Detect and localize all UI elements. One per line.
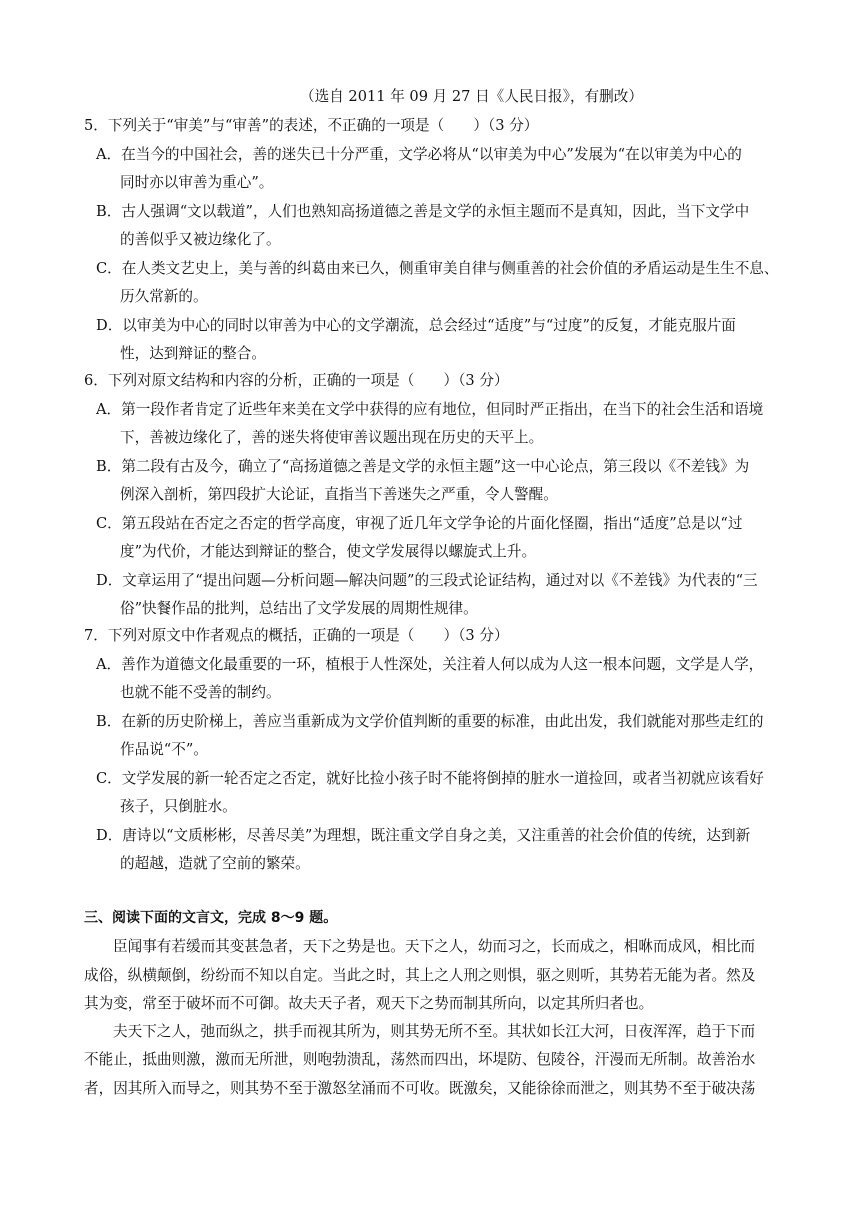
- q5-option-c-cont: 历久常新的。: [120, 288, 208, 305]
- section-3-heading: 三、阅读下面的文言文，完成 8～9 题。: [84, 910, 338, 926]
- question-5-stem: 5．下列关于“审美”与“审善”的表述，不正确的一项是（ ）（3 分）: [84, 117, 539, 134]
- q6-option-a-cont: 下，善被边缘化了，善的迷失将使审善议题出现在历史的天平上。: [120, 429, 544, 446]
- q5-option-b: B．古人强调“文以载道”，人们也熟知高扬道德之善是文学的永恒主题而不是真知，因此，当下文学中: [96, 203, 750, 220]
- q6-option-c-cont: 度”为代价，才能达到辩证的整合，使文学发展得以螺旋式上升。: [120, 543, 537, 560]
- question-6-stem: 6．下列对原文结构和内容的分析，正确的一项是（ ）（3 分）: [84, 372, 509, 389]
- passage-paragraph-2-line: 不能止，抵曲则激，激而无所泄，则咆勃溃乱，荡然而四出，坏堤防、包陵谷，汗漫而无所制。故善治水: [84, 1051, 756, 1068]
- q6-option-a: A．第一段作者肯定了近些年来美在文学中获得的应有地位，但同时严正指出，在当下的社会生活和语境: [96, 401, 764, 418]
- q7-option-c-cont: 孩子，只倒脏水。: [120, 798, 237, 815]
- passage-paragraph-2-line: 者，因其所入而导之，则其势不至于激怒坌涌而不可收。既激矣，又能徐徐而泄之，则其势不至于破决荡: [84, 1080, 756, 1097]
- question-7-stem: 7．下列对原文中作者观点的概括，正确的一项是（ ）（3 分）: [84, 627, 509, 644]
- q6-option-d-cont: 俗”快餐作品的批判，总结出了文学发展的周期性规律。: [120, 600, 478, 617]
- q6-option-b-cont: 例深入剖析，第四段扩大论证，直指当下善迷失之严重，令人警醒。: [120, 486, 558, 503]
- passage-paragraph-1-line: 其为变，常至于破坏而不可御。故夫天子者，观天下之势而制其所向，以定其所归者也。: [84, 995, 654, 1012]
- q5-option-d-cont: 性，达到辩证的整合。: [120, 345, 266, 362]
- q7-option-a: A．善作为道德文化最重要的一环，植根于人性深处，关注着人何以成为人这一根本问题，文学是人学，: [96, 656, 764, 673]
- q7-option-d: D．唐诗以“文质彬彬，尽善尽美”为理想，既注重文学自身之美，又注重善的社会价值的传统，达到新: [96, 827, 751, 844]
- q7-option-d-cont: 的超越，造就了空前的繁荣。: [120, 855, 310, 872]
- q6-option-b: B．第二段有古及今，确立了“高扬道德之善是文学的永恒主题”这一中心论点，第三段以《不差钱》为: [96, 458, 750, 475]
- q6-option-d: D．文章运用了“提出问题—分析问题—解决问题”的三段式论证结构，通过对以《不差钱》为代表的“三: [96, 572, 758, 589]
- q7-option-b-cont: 作品说“不”。: [120, 741, 208, 758]
- q6-option-c: C．第五段站在否定之否定的哲学高度，审视了近几年文学争论的片面化怪圈，指出“适度”总是以“过: [96, 515, 743, 532]
- q7-option-c: C．文学发展的新一轮否定之否定，就好比捡小孩子时不能将倒掉的脏水一道捡回，或者当初就应该看好: [96, 770, 764, 787]
- q5-option-c: C．在人类文艺史上，美与善的纠葛由来已久，侧重审美自律与侧重善的社会价值的矛盾运动是生生不息、: [96, 260, 779, 277]
- q5-option-d: D．以审美为中心的同时以审善为中心的文学潮流，总会经过“适度”与“过度”的反复，才能克服片面: [96, 317, 736, 334]
- passage-paragraph-1-line: 臣闻事有若缓而其变甚急者，天下之势是也。天下之人，幼而习之，长而成之，相咻而成风，相比而: [113, 938, 756, 955]
- q7-option-a-cont: 也就不能不受善的制约。: [120, 684, 281, 701]
- q7-option-b: B．在新的历史阶梯上，善应当重新成为文学价值判断的重要的标准，由此出发，我们就能对那些走红的: [96, 713, 764, 730]
- q5-option-a: A．在当今的中国社会，善的迷失已十分严重，文学必将从“以审美为中心”发展为“在以审美为中心的: [96, 146, 742, 163]
- passage-paragraph-2-line: 夫天下之人，弛而纵之，拱手而视其所为，则其势无所不至。其状如长江大河，日夜浑浑，趋于下而: [113, 1023, 756, 1040]
- source-note: （选自 2011 年 09 月 27 日《人民日报》，有删改）: [300, 88, 643, 105]
- q5-option-b-cont: 的善似乎又被边缘化了。: [120, 231, 281, 248]
- passage-paragraph-1-line: 成俗，纵横颠倒，纷纷而不知以自定。当此之时，其上之人刑之则惧，驱之则听，其势若无能为者。然及: [84, 967, 756, 984]
- q5-option-a-cont: 同时亦以审善为重心”。: [120, 174, 274, 191]
